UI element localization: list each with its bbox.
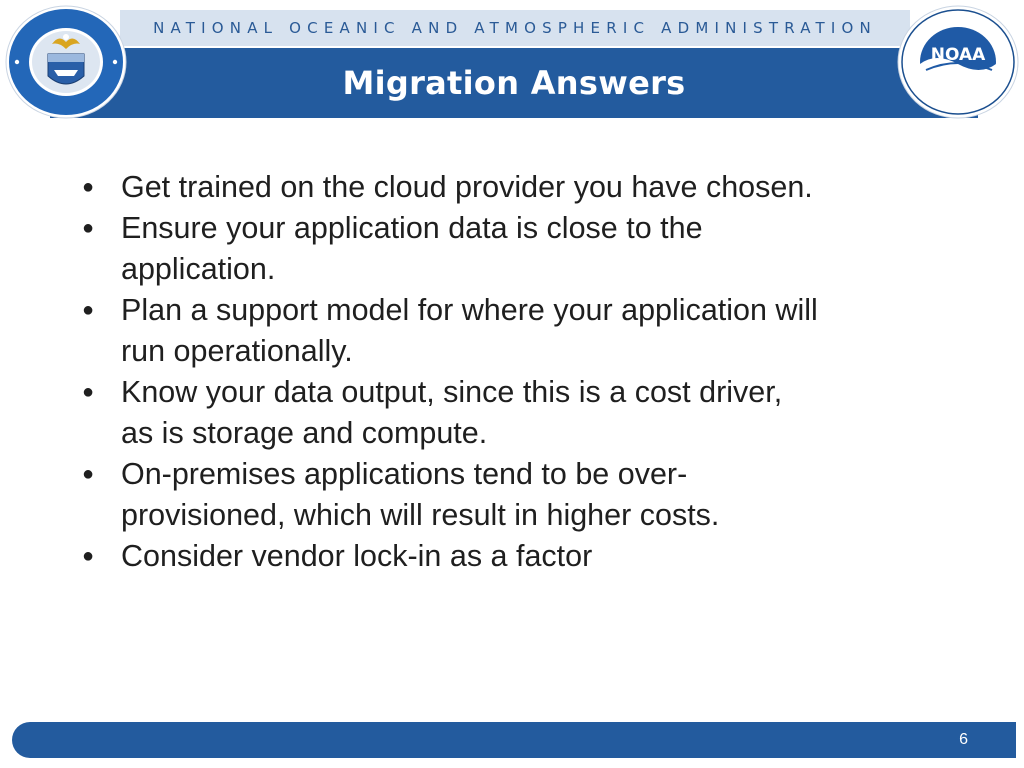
bullet-icon: ● <box>82 381 95 403</box>
svg-text:NOAA: NOAA <box>930 45 986 65</box>
title-banner <box>50 48 978 118</box>
agency-banner <box>120 10 910 46</box>
bullet-line: Plan a support model for where your application will <box>121 293 818 327</box>
bullet-item <box>78 167 958 208</box>
bullet-line: as is storage and compute. <box>121 416 488 450</box>
bullet-line: application. <box>121 252 276 286</box>
slide-body <box>78 167 958 577</box>
agency-name: NATIONAL OCEANIC AND ATMOSPHERIC ADMINISTRATION <box>153 19 877 37</box>
bullet-item <box>78 536 958 577</box>
page-number: 6 <box>959 731 968 748</box>
bullet-icon: ● <box>82 217 95 239</box>
bullet-line: provisioned, which will result in higher costs. <box>121 498 720 532</box>
bullet-icon: ● <box>82 176 95 198</box>
bullet-icon: ● <box>82 463 95 485</box>
bullet-line: Ensure your application data is close to the <box>121 211 703 245</box>
bullet-item <box>78 290 958 372</box>
department-of-commerce-seal-icon <box>4 4 128 120</box>
bullet-item <box>78 372 958 454</box>
slide-title: Migration Answers <box>342 64 686 102</box>
bullet-item <box>78 454 958 536</box>
bullet-line: Consider vendor lock-in as a factor <box>121 539 593 573</box>
bullet-item <box>78 208 958 290</box>
bullet-line: run operationally. <box>121 334 353 368</box>
bullet-icon: ● <box>82 299 95 321</box>
bullet-line: Get trained on the cloud provider you have chosen. <box>121 170 813 204</box>
bullet-list <box>78 167 958 577</box>
bullet-line: Know your data output, since this is a cost driver, <box>121 375 783 409</box>
slide-header <box>0 0 1024 122</box>
slide-footer <box>12 722 1016 758</box>
bullet-icon: ● <box>82 545 95 567</box>
bullet-line: On-premises applications tend to be over- <box>121 457 688 491</box>
noaa-logo-icon <box>896 4 1020 120</box>
